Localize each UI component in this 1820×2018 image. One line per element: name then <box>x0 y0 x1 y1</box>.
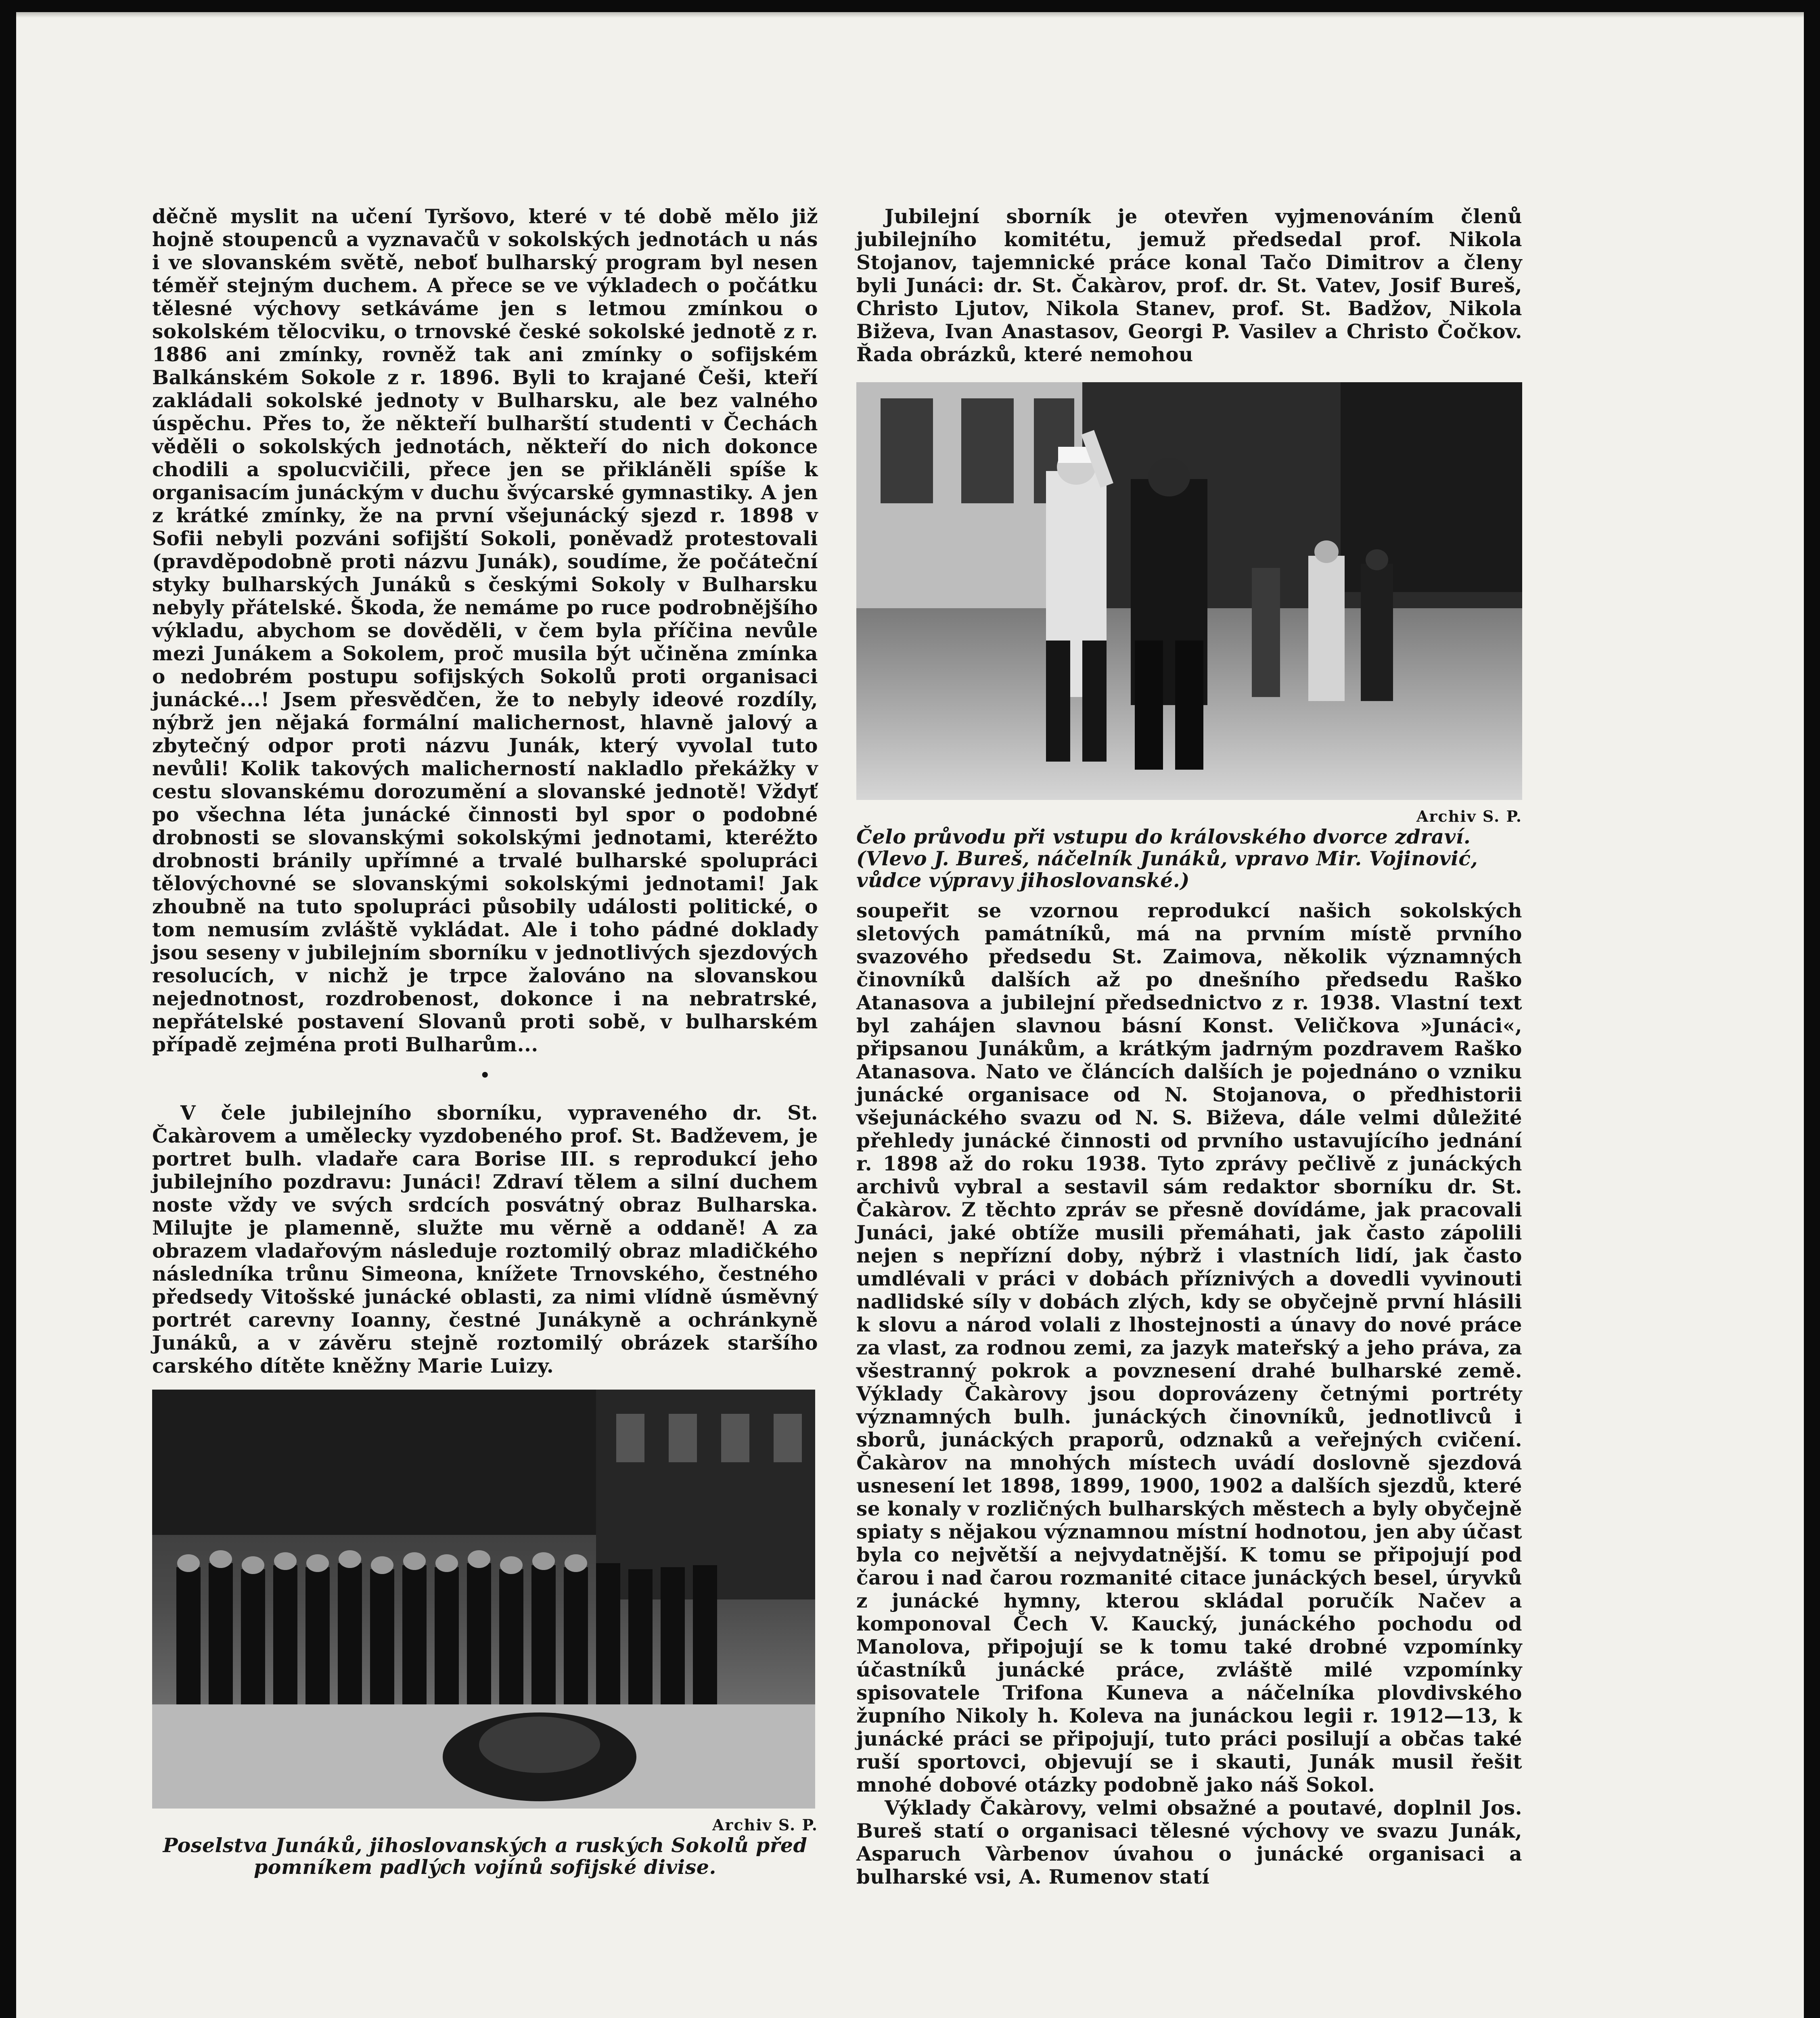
section-bullet: • <box>479 1066 491 1085</box>
left-photo-credit: Archiv S. P. <box>712 1816 818 1834</box>
right-paragraph-1: Jubilejní sborník je otevřen vyjmenováním členů jubilejního komitétu, jemuž předsedal prof. Nikola Stojanov, tajemnické práce konal Tačo Dimitrov a členy byli Junáci: dr. St. Čakàrov, prof. dr. St. Vatev, Josif Bureš, Christo Ljutov, Nikola Stanev, prof. St. Badžov, Nikola Biževa, Ivan Anastasov, Georgi P. Vasilev a Christo Čočkov. Řada obrázků, které nemohou <box>856 205 1522 366</box>
right-paragraph-3: Výklady Čakàrovy, velmi obsažné a poutavé, doplnil Jos. Bureš statí o organisaci tělesné výchovy ve svazu Junák, Asparuch Vàrbenov úvahou o junácké organisaci a bulharské vsi, A. Rumenov statí <box>856 1796 1522 1888</box>
right-paragraph-2: soupeřit se vzornou reprodukcí našich sokolských sletových památníků, má na prvním místě prvního svazového předsedu St. Zaimova, několik významných činovníků dalších až po dnešního předsedu Raško Atanasova a jubilejní předsednictvo z r. 1938. Vlastní text byl zahájen slavnou básní Konst. Veličkova »Junáci«, připsanou Junákům, a krátkým jadrným pozdravem Raško Atanasova. Nato ve článcích dalších je pojednáno o vzniku junácké organisace od N. Stojanova, o předhistorii všejunáckého svazu od N. S. Biževa, dále velmi důležité přehledy junácké činnosti od prvního ustavujícího jednání r. 1898 až do roku 1938. Tyto zprávy pečlivě z junáckých archivů vybral a sestavil sám redaktor sborníku dr. St. Čakàrov. Z těchto zpráv se přesně dovídáme, jak pracovali Junáci, jaké obtíže musili přemáhati, jak často zápolili nejen s nepřízní doby, nýbrž i vlastních lidí, jak často umdlévali v práci v dobách příznivých a dovedli vyvinouti nadlidské síly v dobách zlých, kdy se obyčejně první hlásili k slovu a národ volali z lhostejnosti a únavy do nové práce za vlast, za rodnou zemi, za jazyk mateřský a jeho práva, za všestranný pokrok a povznesení drahé bulharské země. Výklady Čakàrovy jsou doprovázeny četnými portréty významných bulh. junáckých činovníků, jednotlivců i sborů, junáckých praporů, odznaků a veřejných cvičení. Čakàrov na mnohých místech uvádí doslovně sjezdová usnesení let 1898, 1899, 1900, 1902 a dalších sjezdů, které se konaly v rozličných bulharských městech a byly obyčejně spiaty s nějakou významnou místní hodnotou, jen aby účast byla co největší a nejvydatnější. K tomu se připojují pod čarou i nad čarou rozmanité citace junáckých besel, úryvků z junácké hymny, kterou skládal poručík Načev a komponoval Čech V. Kaucký, junáckého pochodu od Manolova, připojují se k tomu také drobné vzpomínky účastníků junácké práce, zvláště milé vzpomínky spisovatele Trifona Kuneva a náčelníka plovdivského župního Nikoly h. Koleva na junáckou legii r. 1912—13, k junácké práci se připojují, tuto práci posilují a občas také ruší sportovci, objevují se i skauti, Junák musil řešit mnohé dobové otázky podobně jako náš Sokol. <box>856 899 1522 1796</box>
right-photo-caption: Čelo průvodu při vstupu do královského dvorce zdraví. (Vlevo J. Bureš, náčelník Junáků, vpravo Mir. Vojinović, vůdce výpravy jihoslovanské.) <box>856 825 1478 892</box>
right-photo-credit: Archiv S. P. <box>1416 807 1522 825</box>
left-paragraph-1: děčně myslit na učení Tyršovo, které v té době mělo již hojně stoupenců a vyznavačů v sokolských jednotách u nás i ve slovanském světě, neboť bulharský program byl nesen téměř stejným duchem. A přece se ve výkladech o počátku tělesné výchovy setkáváme jen s letmou zmínkou o sokolském tělocviku, o trnovské české sokolské jednotě z r. 1886 ani zmínky, rovněž tak ani zmínky o sofijském Balkánském Sokole z r. 1896. Byli to krajané Češi, kteří zakládali sokolské jednoty v Bulharsku, ale bez valného úspěchu. Přes to, že někteří bulharští studenti v Čechách věděli o sokolských jednotách, někteří do nich dokonce chodili a spolucvičili, přece jen se přikláněli spíše k organisacím junáckým v duchu švýcarské gymnastiky. A jen z krátké zmínky, že na první všejunácký sjezd r. 1898 v Sofii nebyli pozváni sofijští Sokoli, poněvadž protestovali (pravděpodobně proti názvu Junák), soudíme, že počáteční styky bulharských Junáků s českými Sokoly v Bulharsku nebyly přátelské. Škoda, že nemáme po ruce podrobnějšího výkladu, abychom se dověděli, v čem byla příčina nevůle mezi Junákem a Sokolem, proč musila být učiněna zmínka o nedobrém postupu sofijských Sokolů proti organisaci junácké...! Jsem přesvědčen, že to nebyly ideové rozdíly, nýbrž jen nějaká formální malichernost, hlavně jalový a zbytečný odpor proti názvu Junák, který vyvolal tuto nevůli! Kolik takových malicherností nakladlo překážky v cestu slovanskému dorozumění a slovanské jednotě! Vždyť po všechna léta junácké činnosti byl spor o podobné drobnosti se slovanskými sokolskými jednotami, kteréžto drobnosti bránily upřímné a trvalé bulharské spolupráci tělovýchovné se slovanskými sokolskými jednotami! Jak zhoubně na tuto spolupráci působily události politické, o tom nemusím zvláště vykládat. Ale i toho pádné doklady jsou seseny v jubilejním sborníku v jednotlivých sjezdových resolucích, v nichž je trpce žalováno na slovanskou nejednotnost, rozdrobenost, dokonce i na nebratrské, nepřátelské postavení Slovanů proti sobě, v bulharském případě zejména proti Bulharům... <box>152 205 818 1056</box>
photo-delegations-at-monument <box>152 1390 815 1809</box>
scan-edge-shadow <box>16 12 1804 18</box>
left-photo-caption: Poselstva Junáků, jihoslovanských a ruských Sokolů před pomníkem padlých vojínů sofijské divise. <box>163 1834 807 1879</box>
magazine-page <box>16 12 1804 2018</box>
photo-monument-scene <box>152 1390 815 1809</box>
right-column <box>856 205 1522 1888</box>
photo-procession-scene <box>856 382 1522 800</box>
left-paragraph-2: V čele jubilejního sborníku, vypraveného dr. St. Čakàrovem a umělecky vyzdobeného prof. St. Badževem, je portret bulh. vladaře cara Borise III. s reprodukcí jeho jubilejního pozdravu: Junáci! Zdraví tělem a silní duchem noste vždy ve svých srdcích posvátný obraz Bulharska. Milujte je plamenně, služte mu věrně a oddaně! A za obrazem vladařovým následuje roztomilý obraz mladičkého následníka trůnu Simeona, knížete Trnovského, čestného předsedy Vitošské junácké oblasti, za nimi vlídně úsměvný portrét carevny Ioanny, čestné Junákyně a ochránkyně Junáků, a v závěru stejně roztomilý obrázek staršího carského dítěte kněžny Marie Luizy. <box>152 1101 818 1377</box>
photo-procession-entering-palace <box>856 382 1522 800</box>
left-column <box>152 205 818 1878</box>
